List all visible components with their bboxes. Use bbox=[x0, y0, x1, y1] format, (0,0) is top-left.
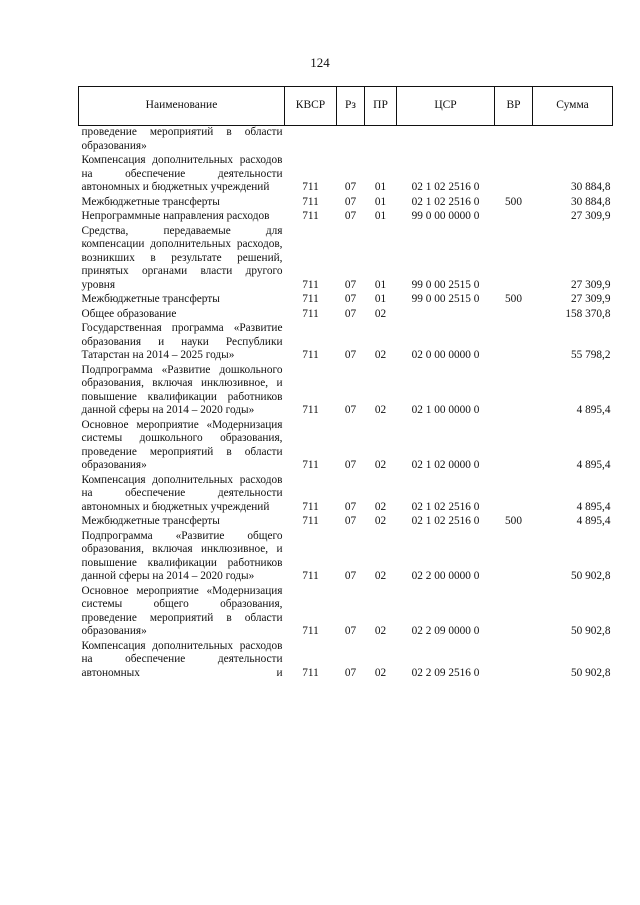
cell-kvsr: 711 bbox=[302, 307, 319, 320]
cell-pr bbox=[365, 126, 397, 155]
cell-vr bbox=[495, 364, 533, 419]
cell-pr: 01 bbox=[374, 278, 387, 291]
table-row bbox=[79, 474, 613, 516]
table-body bbox=[79, 126, 613, 682]
table-row bbox=[79, 293, 613, 308]
cell-sum: 4 895,4 bbox=[576, 459, 611, 471]
cell-pr: 01 bbox=[374, 195, 387, 208]
cell-kvsr: 711 bbox=[302, 666, 319, 679]
cell-sum: 27 309,9 bbox=[570, 210, 611, 222]
cell-name: Непрограммные направления расходов bbox=[81, 210, 270, 222]
cell-kvsr: 711 bbox=[302, 515, 319, 527]
cell-name: Компенсация дополнительных расходов на обеспечение деятельности автономных и bbox=[81, 639, 283, 679]
header-vr: ВР bbox=[495, 87, 533, 126]
table-row bbox=[79, 308, 613, 323]
header-pr: ПР bbox=[365, 87, 397, 126]
cell-name: Общее образование bbox=[81, 307, 177, 320]
table-row bbox=[79, 364, 613, 419]
cell-kvsr: 711 bbox=[302, 293, 319, 305]
header-name: Наименование bbox=[79, 87, 285, 126]
cell-rz: 07 bbox=[344, 515, 357, 527]
cell-kvsr: 711 bbox=[302, 459, 319, 471]
cell-sum: 27 309,9 bbox=[570, 278, 611, 291]
cell-pr: 02 bbox=[374, 570, 387, 582]
cell-name: Средства, передаваемые для компенсации дополнительных расходов, возникших в результате решений, принятых органами власти другого уровня bbox=[81, 224, 283, 291]
cell-name: Компенсация дополнительных расходов на обеспечение деятельности автономных и бюджетных учреждений bbox=[81, 154, 283, 193]
table-row bbox=[79, 210, 613, 225]
header-rz: Рз bbox=[337, 87, 365, 126]
cell-kvsr bbox=[285, 126, 337, 155]
cell-name: Компенсация дополнительных расходов на обеспечение деятельности автономных и бюджетных учреждений bbox=[81, 473, 283, 513]
cell-vr bbox=[495, 474, 533, 516]
cell-vr bbox=[495, 210, 533, 225]
cell-csr: 02 1 02 2516 0 bbox=[411, 500, 480, 513]
table-header bbox=[79, 87, 613, 126]
cell-rz: 07 bbox=[344, 210, 357, 222]
table-row bbox=[79, 322, 613, 364]
cell-kvsr: 711 bbox=[302, 500, 319, 513]
cell-kvsr: 711 bbox=[302, 210, 319, 222]
cell-csr: 02 2 09 2516 0 bbox=[411, 666, 480, 679]
page-number: 124 bbox=[310, 55, 330, 70]
cell-vr bbox=[495, 640, 533, 682]
table-row bbox=[79, 126, 613, 155]
cell-name: Межбюджетные трансферты bbox=[81, 195, 220, 208]
cell-vr bbox=[495, 419, 533, 474]
cell-csr: 02 2 00 0000 0 bbox=[411, 570, 480, 582]
cell-csr: 99 0 00 2515 0 bbox=[411, 293, 480, 305]
table-row bbox=[79, 515, 613, 530]
cell-csr: 99 0 00 0000 0 bbox=[411, 210, 480, 222]
cell-csr bbox=[397, 126, 495, 155]
cell-sum: 50 902,8 bbox=[570, 625, 611, 637]
cell-rz: 07 bbox=[344, 625, 357, 637]
cell-vr bbox=[495, 530, 533, 585]
cell-rz: 07 bbox=[344, 404, 357, 416]
table-row bbox=[79, 530, 613, 585]
table-row bbox=[79, 225, 613, 294]
cell-kvsr: 711 bbox=[302, 181, 319, 193]
cell-csr: 02 2 09 0000 0 bbox=[411, 625, 480, 637]
cell-sum: 4 895,4 bbox=[576, 515, 611, 527]
cell-vr: 500 bbox=[505, 293, 522, 305]
cell-pr: 02 bbox=[374, 625, 387, 637]
table-row bbox=[79, 196, 613, 211]
cell-sum bbox=[533, 126, 613, 155]
cell-pr: 02 bbox=[374, 459, 387, 471]
cell-kvsr: 711 bbox=[302, 404, 319, 416]
cell-vr: 500 bbox=[505, 195, 522, 208]
cell-csr: 99 0 00 2515 0 bbox=[411, 278, 480, 291]
cell-name: Межбюджетные трансферты bbox=[81, 293, 220, 305]
cell-sum: 30 884,8 bbox=[570, 195, 611, 208]
cell-name: Подпрограмма «Развитие общего образования, включая инклюзивное, и повышение квалификации работников данной сферы на 2014 – 2020 годы» bbox=[81, 529, 283, 582]
cell-rz: 07 bbox=[344, 349, 357, 361]
cell-pr: 02 bbox=[374, 349, 387, 361]
cell-csr: 02 1 02 0000 0 bbox=[411, 459, 480, 471]
cell-kvsr: 711 bbox=[302, 625, 319, 637]
cell-kvsr: 711 bbox=[302, 349, 319, 361]
cell-pr: 01 bbox=[374, 293, 387, 305]
cell-name: Основное мероприятие «Модернизация системы общего образования, проведение мероприятий в области образования» bbox=[81, 584, 283, 637]
cell-csr bbox=[397, 308, 495, 323]
table-row bbox=[79, 585, 613, 640]
cell-rz: 07 bbox=[344, 666, 357, 679]
cell-rz: 07 bbox=[344, 570, 357, 582]
cell-pr: 01 bbox=[374, 181, 387, 193]
cell-pr: 02 bbox=[374, 404, 387, 416]
cell-name: Подпрограмма «Развитие дошкольного образования, включая инклюзивное, и повышение квалификации работников данной сферы на 2014 – 2020 годы» bbox=[81, 363, 283, 416]
cell-rz: 07 bbox=[344, 181, 357, 193]
cell-pr: 02 bbox=[374, 515, 387, 527]
cell-rz: 07 bbox=[344, 278, 357, 291]
cell-rz: 07 bbox=[344, 293, 357, 305]
cell-kvsr: 711 bbox=[302, 570, 319, 582]
cell-kvsr: 711 bbox=[302, 278, 319, 291]
table-row bbox=[79, 419, 613, 474]
cell-vr: 500 bbox=[505, 515, 522, 527]
cell-name: Межбюджетные трансферты bbox=[81, 515, 220, 527]
cell-vr bbox=[495, 126, 533, 155]
cell-csr: 02 1 00 0000 0 bbox=[411, 404, 480, 416]
cell-csr: 02 0 00 0000 0 bbox=[411, 349, 480, 361]
cell-rz: 07 bbox=[344, 500, 357, 513]
cell-rz: 07 bbox=[344, 307, 357, 320]
cell-rz: 07 bbox=[344, 459, 357, 471]
cell-vr bbox=[495, 154, 533, 196]
cell-name: проведение мероприятий в области образования» bbox=[81, 126, 283, 152]
cell-name: Государственная программа «Развитие образования и науки Республики Татарстан на 2014 – 2025 годы» bbox=[81, 322, 283, 361]
cell-vr bbox=[495, 225, 533, 294]
cell-rz bbox=[337, 126, 365, 155]
cell-vr bbox=[495, 585, 533, 640]
table-row bbox=[79, 640, 613, 682]
cell-sum: 27 309,9 bbox=[570, 293, 611, 305]
cell-sum: 55 798,2 bbox=[570, 349, 611, 361]
cell-name: Основное мероприятие «Модернизация системы дошкольного образования, проведение мероприятий в области образования» bbox=[81, 418, 283, 471]
cell-pr: 02 bbox=[374, 666, 387, 679]
cell-kvsr: 711 bbox=[302, 195, 319, 208]
cell-sum: 30 884,8 bbox=[570, 181, 611, 193]
cell-sum: 4 895,4 bbox=[576, 500, 611, 513]
cell-csr: 02 1 02 2516 0 bbox=[411, 195, 480, 208]
budget-table bbox=[78, 86, 613, 681]
cell-csr: 02 1 02 2516 0 bbox=[411, 181, 480, 193]
cell-sum: 4 895,4 bbox=[576, 404, 611, 416]
cell-sum: 50 902,8 bbox=[570, 570, 611, 582]
cell-rz: 07 bbox=[344, 195, 357, 208]
header-csr: ЦСР bbox=[397, 87, 495, 126]
header-sum: Сумма bbox=[533, 87, 613, 126]
cell-vr bbox=[495, 308, 533, 323]
cell-pr: 02 bbox=[374, 307, 387, 320]
cell-sum: 158 370,8 bbox=[565, 307, 611, 320]
cell-pr: 02 bbox=[374, 500, 387, 513]
header-kvsr: КВСР bbox=[285, 87, 337, 126]
table-row bbox=[79, 154, 613, 196]
cell-csr: 02 1 02 2516 0 bbox=[411, 515, 480, 527]
cell-vr bbox=[495, 322, 533, 364]
cell-pr: 01 bbox=[374, 210, 387, 222]
cell-sum: 50 902,8 bbox=[570, 666, 611, 679]
